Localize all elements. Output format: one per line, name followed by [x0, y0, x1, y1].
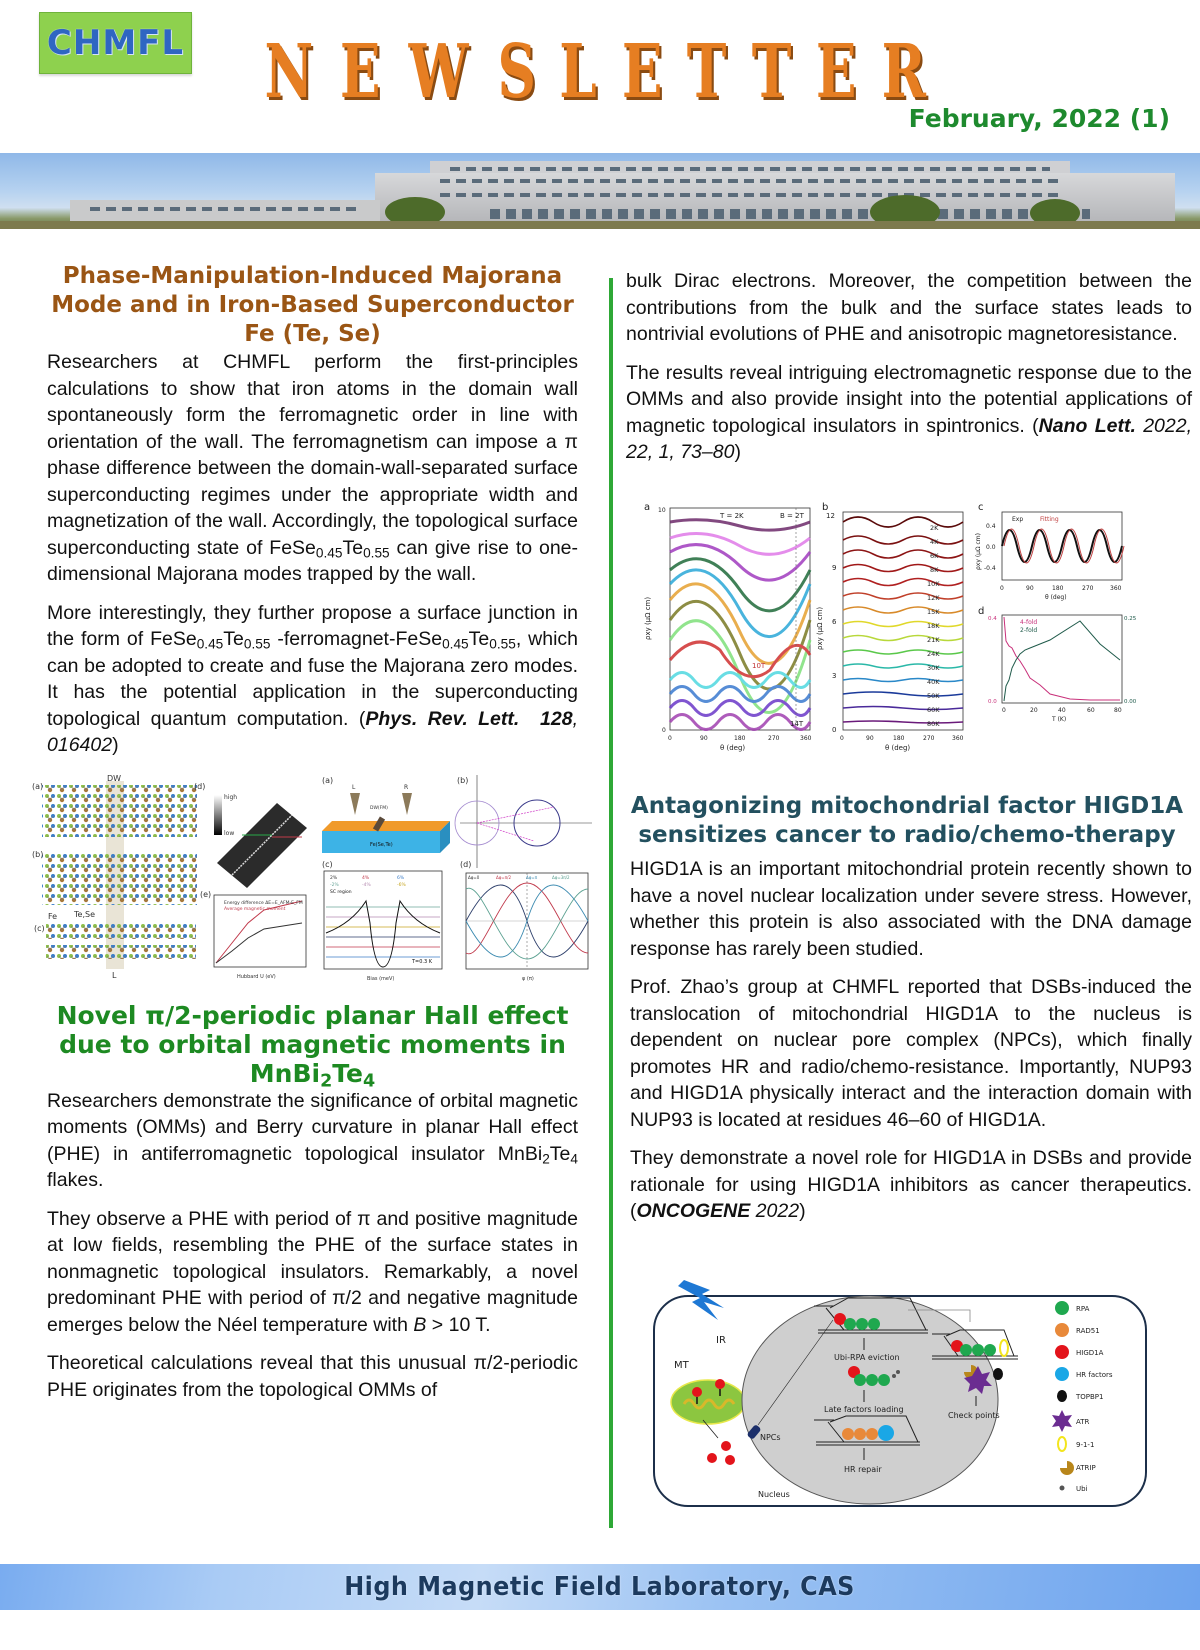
svg-text:2-fold: 2-fold: [1020, 627, 1038, 634]
svg-text:12K: 12K: [927, 594, 940, 602]
article-title: [47, 262, 578, 349]
masthead-letter: W: [409, 29, 469, 115]
svg-text:15K: 15K: [927, 608, 940, 616]
svg-text:-4%: -4%: [362, 882, 371, 888]
title-line: [47, 1058, 578, 1091]
chmfl-logo: [39, 12, 192, 74]
formula-part: Te: [223, 628, 244, 650]
svg-text:(c): (c): [34, 923, 45, 933]
svg-text:Energy difference ΔE=E_AFM-E_F: Energy difference ΔE=E_AFM-E_FM: [224, 900, 303, 906]
svg-text:RAD51: RAD51: [1076, 1327, 1100, 1335]
svg-text:SC region: SC region: [330, 889, 352, 895]
svg-text:-6%: -6%: [397, 882, 406, 888]
svg-text:10K: 10K: [927, 580, 940, 588]
svg-text:90: 90: [700, 735, 708, 742]
svg-text:4K: 4K: [930, 538, 939, 546]
planar-hall-figure-svg: [640, 500, 1150, 755]
svg-text:Δφ=3π/2: Δφ=3π/2: [552, 874, 570, 880]
svg-text:Fitting: Fitting: [1040, 516, 1059, 523]
svg-text:high: high: [224, 793, 238, 801]
svg-text:Ubi: Ubi: [1076, 1485, 1088, 1493]
title-line: sensitizes cancer to radio/chemo-therapy: [638, 822, 1176, 848]
masthead-letter: S: [497, 29, 536, 115]
lattice-a: [42, 785, 197, 959]
svg-text:60K: 60K: [927, 706, 940, 714]
svg-text:0.0: 0.0: [986, 544, 996, 551]
svg-text:0.00: 0.00: [1124, 699, 1137, 705]
svg-text:60: 60: [1087, 707, 1095, 714]
text: can give rise to one-dimensional Majorana modes trapped by the wall.: [47, 536, 578, 585]
svg-text:MT: MT: [674, 1360, 689, 1371]
svg-text:θ (deg): θ (deg): [885, 744, 911, 752]
article-paragraph: [622, 856, 1192, 962]
svg-text:180: 180: [893, 735, 905, 742]
masthead-letter: R: [882, 29, 927, 115]
article-paragraph: [622, 1145, 1192, 1225]
svg-text:6K: 6K: [930, 552, 939, 560]
svg-text:90: 90: [1026, 585, 1034, 592]
footer-text: High Magnetic Field Laboratory, CAS: [344, 1572, 856, 1602]
svg-text:360: 360: [1110, 585, 1122, 592]
svg-text:180: 180: [1052, 585, 1064, 592]
svg-text:-2%: -2%: [330, 882, 339, 888]
article-paragraph: [47, 349, 578, 588]
svg-text:Bias (meV): Bias (meV): [367, 975, 395, 982]
svg-text:θ (deg): θ (deg): [720, 744, 746, 752]
svg-text:Average magnetic moment: Average magnetic moment: [224, 906, 286, 912]
formula-subscript: 2: [320, 1070, 333, 1091]
text: ): [112, 734, 119, 756]
formula-part: MnBi: [497, 1142, 543, 1165]
text: More interestingly, they further propose a surface junction in the form of: [47, 601, 578, 650]
formula-subscript: 0.55: [363, 544, 390, 560]
chemical-formula: [269, 537, 389, 559]
formula-subscript: 4: [363, 1070, 376, 1091]
svg-text:12: 12: [826, 512, 835, 520]
svg-text:NPCs: NPCs: [760, 1433, 781, 1442]
svg-text:0: 0: [1002, 707, 1006, 714]
article-majorana: [32, 262, 578, 983]
masthead-letter: E: [621, 29, 663, 115]
svg-text:ATRIP: ATRIP: [1076, 1464, 1096, 1472]
svg-text:18K: 18K: [927, 622, 940, 630]
svg-text:0: 0: [840, 735, 844, 742]
article-paragraph: [622, 974, 1192, 1133]
text: ): [799, 1200, 806, 1222]
svg-text:0.4: 0.4: [986, 523, 996, 530]
text: flakes.: [47, 1169, 104, 1191]
svg-text:4%: 4%: [362, 875, 370, 881]
citation-year: 2022: [750, 1200, 800, 1222]
text: The results reveal intriguing electromagnetic response due to the OMMs and also provide insight into the potential applications of magnetic topological insulators in spintronics. (: [626, 361, 1192, 437]
article-paragraph: [47, 600, 578, 759]
svg-text:0.4: 0.4: [988, 616, 997, 622]
svg-text:Hubbard U (eV): Hubbard U (eV): [237, 973, 276, 980]
svg-text:2%: 2%: [330, 875, 338, 881]
svg-text:40: 40: [1058, 707, 1066, 714]
article-planar-hall: [47, 1001, 578, 1404]
text: Researchers at CHMFL perform the first-principles calculations to show that iron atoms in the domain wall spontaneously form the ferromagnetic order in line with orientation of the wall. The ferromagnetism can impose a π phase difference between the domain-wall-separated surface superconducting regimes under the appropriate width and magnetization of the wall. Accordingly, the topological surface superconducting state of: [47, 351, 578, 559]
formula-subscript: 2: [542, 1150, 550, 1166]
article-paragraph: [47, 1206, 578, 1339]
masthead-letter: T: [686, 29, 727, 115]
citation-journal: Phys. Rev. Lett.: [365, 707, 520, 730]
text: HIGD1A is an important mitochondrial protein recently shown to have a novel nuclear localization under severe stress. However, whether this protein is also associated with the DNA damage response has rarely been studied.: [630, 858, 1192, 960]
text: Theoretical calculations reveal that this unusual π/2-periodic PHE originates from the topological OMMs of: [47, 1352, 578, 1401]
formula-subscript: 0.55: [243, 636, 271, 652]
svg-text:RPA: RPA: [1076, 1305, 1090, 1313]
svg-text:2K: 2K: [930, 524, 939, 532]
svg-text:T=0.3 K: T=0.3 K: [412, 958, 433, 965]
svg-text:24K: 24K: [927, 650, 940, 658]
svg-text:Late factors loading: Late factors loading: [824, 1405, 904, 1414]
formula-part: Te: [332, 1058, 363, 1088]
majorana-figure-svg: [32, 773, 592, 983]
masthead-letter: T: [751, 29, 791, 115]
svg-text:40K: 40K: [927, 678, 940, 686]
masthead-letter: E: [815, 29, 857, 115]
article-paragraph: [626, 360, 1192, 466]
title-line: Novel π/2-periodic planar Hall effect: [56, 1000, 569, 1030]
citation-details: 2022, 22, 1, 73–80: [626, 414, 1192, 463]
masthead-letter: L: [559, 29, 598, 115]
svg-text:270: 270: [768, 735, 780, 742]
text: -ferromagnet-: [270, 628, 396, 650]
svg-text:HIGD1A: HIGD1A: [1076, 1349, 1104, 1357]
svg-text:θ (deg): θ (deg): [1045, 594, 1067, 601]
svg-text:ρxy (μΩ cm): ρxy (μΩ cm): [816, 606, 824, 650]
svg-text:30K: 30K: [927, 664, 940, 672]
chemical-formula: [395, 628, 515, 650]
svg-text:6%: 6%: [397, 875, 405, 881]
higd1a-pathway-diagram: [648, 1280, 1193, 1515]
formula-subscript: 0.45: [315, 544, 343, 560]
svg-text:90: 90: [866, 735, 874, 742]
window-row: [440, 193, 1060, 197]
formula-part: Te: [468, 628, 490, 650]
ground: [0, 221, 1200, 229]
svg-text:(c): (c): [322, 859, 333, 869]
masthead-letter: E: [339, 29, 381, 115]
window-row: [450, 167, 1050, 171]
svg-text:DW: DW: [107, 773, 122, 783]
building-low-wing: [70, 200, 380, 222]
svg-text:c: c: [978, 502, 984, 513]
svg-text:φ (π): φ (π): [522, 975, 534, 982]
svg-text:Check points: Check points: [948, 1411, 1000, 1420]
column-divider: [609, 278, 613, 1528]
svg-text:0: 0: [668, 735, 672, 742]
svg-text:14T: 14T: [790, 720, 804, 728]
building-banner-image: [0, 153, 1200, 229]
svg-text:Ubi-RPA eviction: Ubi-RPA eviction: [834, 1353, 900, 1362]
article-title: [47, 1000, 578, 1091]
text: ): [734, 441, 741, 463]
svg-text:ρxy (μΩ cm): ρxy (μΩ cm): [644, 596, 652, 640]
svg-text:80: 80: [1114, 707, 1122, 714]
svg-text:0: 0: [1000, 585, 1004, 592]
text: Prof. Zhao’s group at CHMFL reported that DSBs-induced the translocation of mitochondrial HIGD1A to the nucleus is dependent on nuclear pore complex (NPCs), which finally promotes HR and radio/chemo-resistance. Importantly, NUP93 and HIGD1A physically interact and the interaction domain with NUP93 is located at residues 46–60 of HIGD1A.: [630, 976, 1192, 1131]
svg-text:T (K): T (K): [1052, 716, 1067, 723]
svg-text:360: 360: [952, 735, 964, 742]
formula-subscript: 0.45: [442, 636, 469, 652]
window-row: [440, 179, 1060, 183]
formula-subscript: 0.45: [196, 636, 224, 652]
svg-text:(a): (a): [322, 775, 334, 785]
citation-volume: 128: [540, 707, 573, 730]
formula-subscript: 0.55: [489, 636, 516, 652]
text: , which can be adopted to create and fuse the Majorana zero modes. It has the potential application in the superconducting topological quantum computation. (: [47, 628, 578, 730]
svg-text:L: L: [352, 783, 356, 791]
svg-text:3: 3: [832, 672, 837, 680]
citation-journal: ONCOGENE: [636, 1200, 751, 1222]
svg-text:Δφ=π/2: Δφ=π/2: [496, 874, 512, 880]
svg-text:a: a: [644, 502, 651, 513]
text: They demonstrate a novel role for HIGD1A in DSBs and provide rationale for using HIGD1A inhibitors as cancer therapeutics. (: [630, 1147, 1192, 1222]
formula-part: Te: [342, 536, 364, 559]
svg-text:10: 10: [658, 507, 666, 514]
svg-text:4-fold: 4-fold: [1020, 619, 1038, 626]
svg-text:T = 2K: T = 2K: [720, 512, 744, 520]
title-line: Mode and in Iron-Based Superconductor: [51, 292, 574, 318]
svg-text:80K: 80K: [927, 720, 940, 728]
svg-text:0.25: 0.25: [1124, 616, 1137, 622]
logo-text: CHMFL: [46, 23, 185, 63]
text: bulk Dirac electrons. Moreover, the competition between the contributions from the bulk and the surface states leads to nontrivial evolutions of PHE and anisotropic magnetoresistance.: [626, 270, 1192, 345]
title-line: due to orbital magnetic moments in: [59, 1029, 566, 1059]
svg-text:(b): (b): [457, 775, 469, 785]
svg-text:10T: 10T: [752, 662, 766, 670]
article-higd1a: [622, 792, 1192, 1225]
text: Researchers demonstrate the significance of orbital magnetic moments (OMMs) and Berry curvature in planar Hall effect (PHE) in antiferromagnetic topological insulator: [47, 1089, 578, 1165]
formula-part: Te: [549, 1142, 571, 1165]
svg-text:50K: 50K: [927, 692, 940, 700]
planar-hall-figure: [640, 500, 1150, 755]
svg-text:9: 9: [832, 564, 837, 572]
svg-text:Δφ=π: Δφ=π: [526, 874, 538, 880]
svg-text:low: low: [224, 829, 235, 837]
masthead-letter: N: [264, 29, 314, 115]
article-paragraph: [47, 1088, 578, 1194]
title-line: Antagonizing mitochondrial factor HIGD1A: [630, 793, 1184, 819]
svg-text:20: 20: [1030, 707, 1038, 714]
text: They observe a PHE with period of π and positive magnitude at low fields, resembling the PHE of the surface states in nonmagnetic topological insulators. Remarkably, a novel predominant PHE with period of π/2 and negative magnitude emerges below the Néel temperature with: [47, 1207, 578, 1336]
svg-text:0.0: 0.0: [988, 699, 997, 705]
svg-text:HR factors: HR factors: [1076, 1371, 1113, 1379]
formula-part: FeSe: [150, 628, 197, 650]
svg-text:TOPBP1: TOPBP1: [1076, 1393, 1104, 1401]
svg-text:R: R: [404, 783, 409, 791]
svg-text:180: 180: [734, 735, 746, 742]
svg-text:ρxy (μΩ cm): ρxy (μΩ cm): [975, 533, 982, 570]
formula-part: MnBi: [249, 1058, 321, 1088]
svg-text:270: 270: [1082, 585, 1094, 592]
svg-text:Fe: Fe: [48, 911, 58, 921]
issue-date: February, 2022 (1): [908, 104, 1170, 133]
svg-text:Δφ=0: Δφ=0: [468, 874, 480, 880]
article-title: [622, 792, 1192, 850]
svg-text:0: 0: [662, 727, 666, 734]
svg-text:(b): (b): [32, 849, 44, 859]
svg-text:9-1-1: 9-1-1: [1076, 1441, 1095, 1449]
svg-text:360: 360: [800, 735, 812, 742]
svg-text:B = 2T: B = 2T: [780, 512, 804, 520]
title-line: Fe (Te, Se): [244, 321, 381, 347]
svg-text:d: d: [978, 606, 985, 617]
newsletter-masthead: [255, 29, 935, 115]
svg-text:6: 6: [832, 618, 837, 626]
right-column: [626, 268, 1192, 466]
svg-text:L: L: [112, 970, 117, 980]
title-line: Phase-Manipulation-Induced Majorana: [62, 263, 563, 289]
svg-text:(e): (e): [200, 889, 212, 899]
text: > 10 T.: [426, 1313, 491, 1336]
svg-text:IR: IR: [716, 1335, 726, 1346]
svg-text:Exp: Exp: [1012, 516, 1024, 523]
left-column: [32, 262, 578, 1403]
svg-text:HR repair: HR repair: [844, 1465, 882, 1474]
chemical-formula: [150, 628, 270, 650]
formula-part: FeSe: [395, 628, 443, 650]
svg-text:0: 0: [832, 726, 837, 734]
svg-text:-0.4: -0.4: [984, 565, 996, 572]
svg-text:Nucleus: Nucleus: [758, 1490, 790, 1499]
citation-journal: Nano Lett.: [1038, 414, 1136, 437]
article-paragraph-continued: [626, 268, 1192, 348]
svg-text:DW(FM): DW(FM): [370, 805, 388, 811]
majorana-figure: [32, 773, 592, 983]
svg-text:21K: 21K: [927, 636, 940, 644]
formula-part: FeSe: [269, 536, 316, 559]
window-row: [90, 207, 360, 211]
svg-text:b: b: [822, 502, 829, 513]
formula-subscript: 4: [570, 1150, 578, 1166]
text-italic: B: [413, 1313, 427, 1336]
svg-text:Fe(Se,Te): Fe(Se,Te): [370, 841, 393, 848]
svg-text:8K: 8K: [930, 566, 939, 574]
svg-text:ATR: ATR: [1076, 1418, 1090, 1426]
higd1a-pathway-svg: [648, 1280, 1193, 1515]
svg-text:(d): (d): [460, 859, 472, 869]
svg-text:(d): (d): [194, 781, 206, 791]
svg-text:270: 270: [923, 735, 935, 742]
citation-pages: , 016402: [47, 707, 578, 756]
footer-banner: [0, 1564, 1200, 1610]
svg-text:Te,Se: Te,Se: [74, 909, 95, 919]
article-paragraph: [47, 1350, 578, 1403]
window-row: [490, 209, 1090, 219]
svg-text:(a): (a): [32, 781, 44, 791]
